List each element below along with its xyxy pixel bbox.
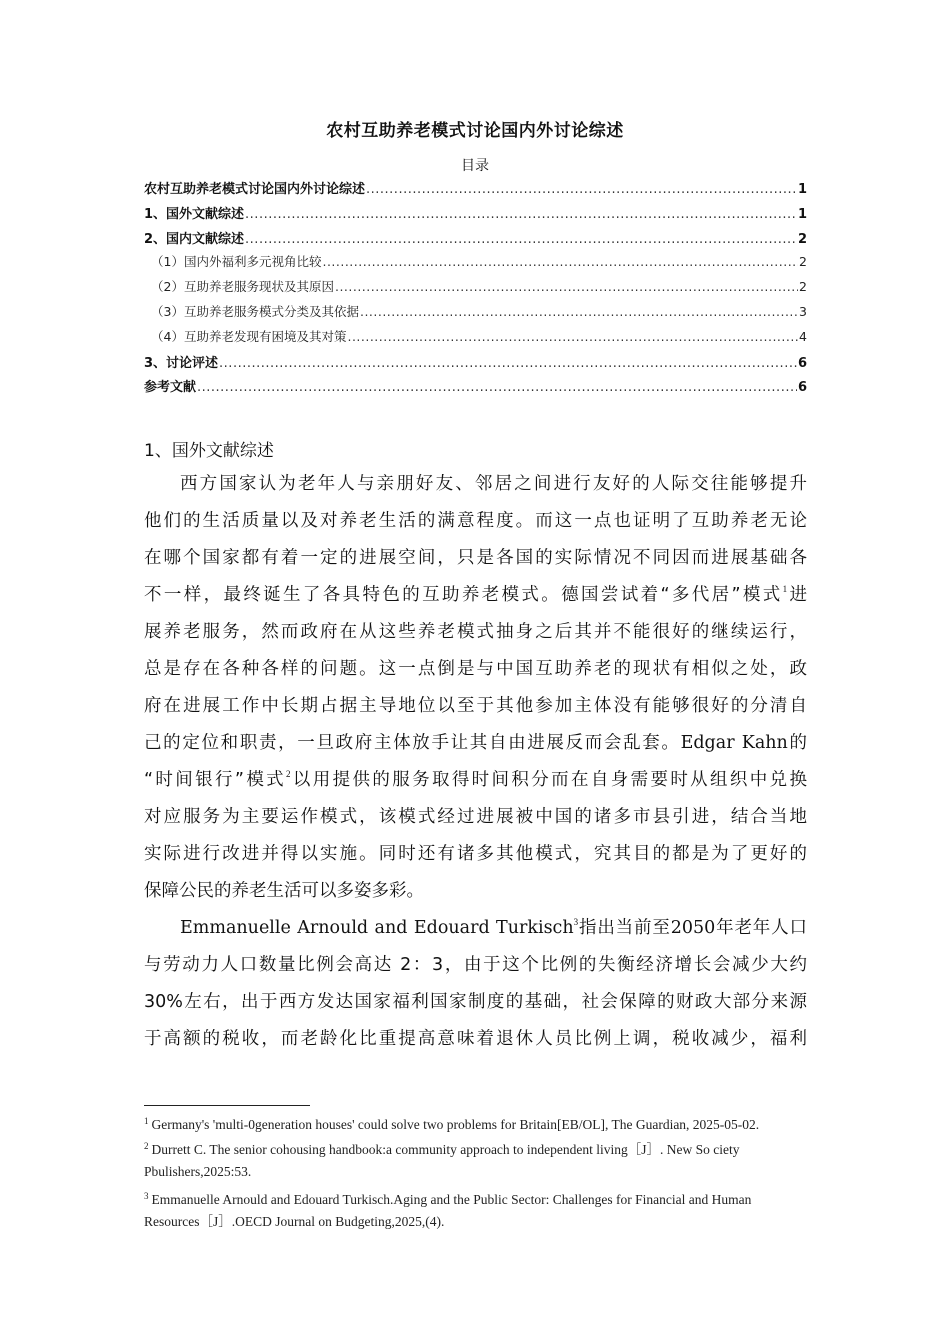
toc-entry-page: 1 xyxy=(797,182,807,197)
toc-entry-title: （1）国内外福利多元视角比较 xyxy=(151,254,322,270)
text-line: 于高额的税收，而老龄化比重提高意味着退休人员比例上调，税收减少，福利 xyxy=(144,1029,807,1049)
text-span: 以用提供的服务取得时间积分而在自身需要时从组织中兑换 xyxy=(290,770,807,790)
toc-leader-dots xyxy=(197,380,797,395)
text-span: Emmanuelle Arnould and Edouard Turkisch xyxy=(180,918,574,938)
toc-entry-title: 参考文献 xyxy=(144,380,197,396)
toc-leader-dots xyxy=(245,207,797,222)
text-span: 的 xyxy=(787,733,808,753)
document-title: 农村互助养老模式讨论国内外讨论综述 xyxy=(326,121,624,141)
text-line: 他们的生活质量以及对养老生活的满意程度。而这一点也证明了互助养老无论 xyxy=(144,511,807,531)
footnote-text: Durrett C. The senior cohousing handbook:a community approach to independent living［J］. New So ciety xyxy=(151,1142,740,1157)
footnote-continuation: Resources［J］.OECD Journal on Budgeting,2025,(4). xyxy=(144,1214,445,1229)
footnote-ref[interactable]: 1 xyxy=(782,584,788,594)
text-span: 不一样，最终诞生了各具特色的互助养老模式。德国尝试着“多代居”模式 xyxy=(144,585,783,605)
toc-leader-dots xyxy=(245,232,797,247)
footnote-ref[interactable]: 3 xyxy=(573,917,579,927)
text-line: 展养老服务，然而政府在从这些养老模式抽身之后其并不能很好的继续运行， xyxy=(144,622,807,642)
footnote-ref[interactable]: 2 xyxy=(286,769,291,779)
footnote-text: Emmanuelle Arnould and Edouard Turkisch.Aging and the Public Sector: Challenges for Financial and Human xyxy=(151,1192,752,1207)
toc-leader-dots xyxy=(219,356,797,371)
toc-leader-dots xyxy=(322,254,798,269)
toc-entry-page: 3 xyxy=(799,303,807,319)
text-line xyxy=(144,577,807,614)
text-line: 保障公民的养老生活可以多姿多彩。 xyxy=(144,881,424,901)
toc-entry-title: 1、国外文献综述 xyxy=(144,206,245,222)
footnote-continuation: Pbulishers,2025:53. xyxy=(144,1164,252,1179)
toc-leader-dots xyxy=(366,182,797,197)
text-line: 在哪个国家都有着一定的进展空间，只是各国的实际情况不同因而进展基础各 xyxy=(144,548,807,568)
text-span: Edgar Kahn xyxy=(680,733,788,753)
footnote-mark: 3 xyxy=(144,1191,149,1201)
text-span: 进 xyxy=(787,585,808,605)
text-span: 2050 xyxy=(670,918,716,938)
text-span: 指出当前至 xyxy=(578,918,671,938)
toc-entry-title: 农村互助养老模式讨论国内外讨论综述 xyxy=(144,182,366,197)
toc-entry-title: （2）互助养老服务现状及其原因 xyxy=(151,279,334,295)
toc-entry-page: 6 xyxy=(797,355,807,371)
toc-entry-page: 1 xyxy=(797,206,807,222)
toc-entry[interactable] xyxy=(144,203,807,228)
text-line: 30%左右，出于西方发达国家福利国家制度的基础，社会保障的财政大部分来源 xyxy=(144,992,807,1012)
footnote xyxy=(144,1134,807,1159)
toc-entry-page: 2 xyxy=(799,254,807,270)
text-line: 总是存在各种各样的问题。这一点倒是与中国互助养老的现状有相似之处，政 xyxy=(144,659,807,679)
text-line: 实际进行改进并得以实施。同时还有诸多其他模式，究其目的都是为了更好的 xyxy=(144,844,807,864)
toc-entry[interactable] xyxy=(144,352,807,377)
toc-subentry[interactable] xyxy=(144,277,807,302)
footnote xyxy=(144,1109,807,1134)
footnote-mark: 2 xyxy=(144,1141,149,1151)
text-line: 西方国家认为老年人与亲朋好友、邻居之间进行友好的人际交往能够提升 xyxy=(180,474,807,494)
toc-leader-dots xyxy=(347,329,798,344)
toc-entry[interactable] xyxy=(144,228,807,253)
toc-subentry[interactable] xyxy=(144,302,807,327)
text-line: 与劳动力人口数量比例会高达 2：3，由于这个比例的失衡经济增长会减少大约 xyxy=(144,955,807,975)
toc-leader-dots xyxy=(335,279,798,294)
footnote-separator xyxy=(144,1105,310,1106)
text-line xyxy=(144,910,807,947)
toc-entry-title: （4）互助养老发现有困境及其对策 xyxy=(151,328,347,344)
footnote-text: Germany's 'multi-0generation houses' could solve two problems for Britain[EB/OL], The Guardian, 2025-05-02. xyxy=(151,1117,760,1132)
table-of-contents xyxy=(144,178,807,401)
toc-entry-title: 3、讨论评述 xyxy=(144,355,219,371)
toc-heading: 目录 xyxy=(461,158,489,174)
toc-entry-page: 4 xyxy=(799,328,807,344)
footnotes xyxy=(144,1109,807,1234)
toc-subentry[interactable] xyxy=(144,327,807,352)
toc-entry-page: 2 xyxy=(797,231,807,247)
footnote xyxy=(144,1184,807,1209)
paragraph-2 xyxy=(144,910,807,1058)
text-line: 府在进展工作中长期占据主导地位以至于其他参加主体没有能够很好的分清自 xyxy=(144,696,807,716)
text-line xyxy=(144,725,807,762)
toc-entry-title: 2、国内文献综述 xyxy=(144,231,245,247)
toc-entry-title: （3）互助养老服务模式分类及其依据 xyxy=(151,303,359,319)
toc-entry-page: 2 xyxy=(799,279,807,295)
toc-entry[interactable] xyxy=(144,178,807,203)
text-line xyxy=(144,762,807,799)
section-heading: 1、国外文献综述 xyxy=(144,441,274,461)
toc-entry-page: 6 xyxy=(797,380,807,396)
toc-leader-dots xyxy=(360,304,798,319)
footnote-mark: 1 xyxy=(144,1116,149,1126)
text-span: “时间银行”模式 xyxy=(144,770,287,790)
text-line: 对应服务为主要运作模式，该模式经过进展被中国的诸多市县引进，结合当地 xyxy=(144,807,807,827)
text-span: 年老年人口 xyxy=(715,918,808,938)
toc-subentry[interactable] xyxy=(144,252,807,277)
toc-entry[interactable] xyxy=(144,376,807,401)
paragraph-1 xyxy=(144,466,807,910)
text-span: 己的定位和职责，一旦政府主体放手让其自由进展反而会乱套。 xyxy=(144,733,681,753)
